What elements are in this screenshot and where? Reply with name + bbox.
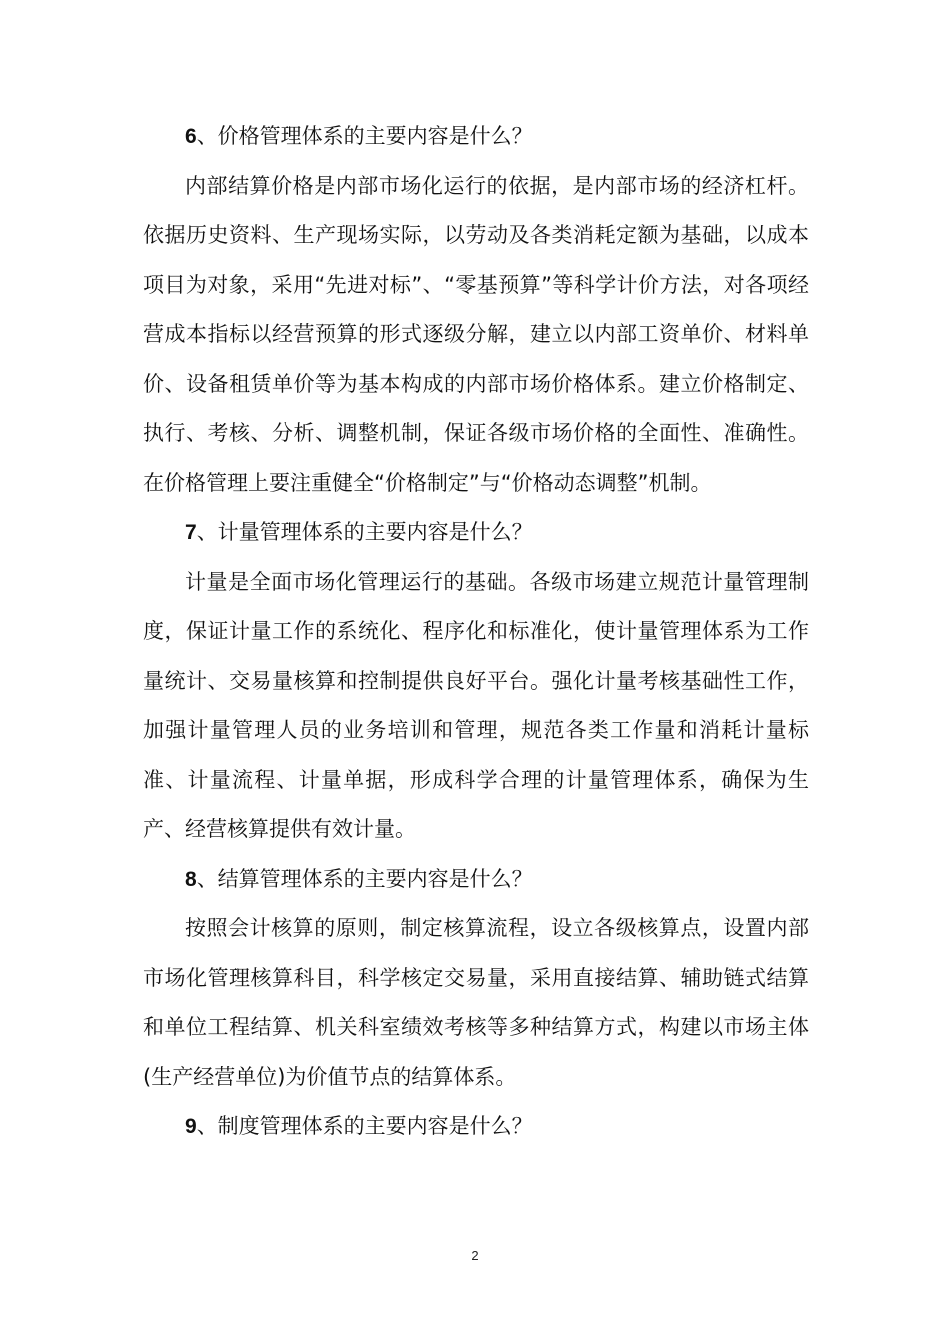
section-8-number: 8: [185, 867, 197, 891]
section-8-question: 、结算管理体系的主要内容是什么？: [196, 866, 533, 891]
section-6-number: 6: [185, 125, 197, 148]
section-6-paragraph: 内部结算价格是内部市场化运行的依据，是内部市场的经济杠杆。依据历史资料、生产现场实际，以劳动及各类消耗定额为基础，以成本项目为对象，采用“先进对标”、“零基预算”等科学计价方法，对各项经营成本指标以经营预算的形式逐级分解，建立以内部工资单价、材料单价、设备租赁单价等为基本构成的内部市场价格体系。建立价格制定、执行、考核、分析、调整机制，保证各级市场价格的全面性、准确性。在价格管理上要注重健全“价格制定”与“价格动态调整”机制。: [143, 173, 809, 495]
section-7-number: 7: [185, 521, 197, 544]
section-9-question: 、制度管理体系的主要内容是什么？: [196, 1114, 533, 1138]
section-8-paragraph: 按照会计核算的原则，制定核算流程，设立各级核算点，设置内部市场化管理核算科目，科学核定交易量，采用直接结算、辅助链式结算和单位工程结算、机关科室绩效考核等多种结算方式，构建以市场主体(生产经营单位)为价值节点的结算体系。: [143, 916, 809, 1089]
page-number: 2: [471, 1248, 479, 1263]
section-6-heading: [143, 112, 809, 162]
document-body: [143, 112, 809, 1152]
section-7-question: 、计量管理体系的主要内容是什么？: [196, 520, 533, 544]
section-7-paragraph: 计量是全面市场化管理运行的基础。各级市场建立规范计量管理制度，保证计量工作的系统化、程序化和标准化，使计量管理体系为工作量统计、交易量核算和控制提供良好平台。强化计量考核基础性工作，加强计量管理人员的业务培训和管理，规范各类工作量和消耗计量标准、计量流程、计量单据，形成科学合理的计量管理体系，确保为生产、经营核算提供有效计量。: [143, 569, 809, 841]
section-9-number: 9: [185, 1115, 197, 1138]
section-9-heading: [143, 1102, 809, 1152]
section-8-heading: [143, 855, 809, 905]
section-6-question: 、价格管理体系的主要内容是什么？: [196, 124, 533, 148]
section-7-heading: [143, 508, 809, 558]
